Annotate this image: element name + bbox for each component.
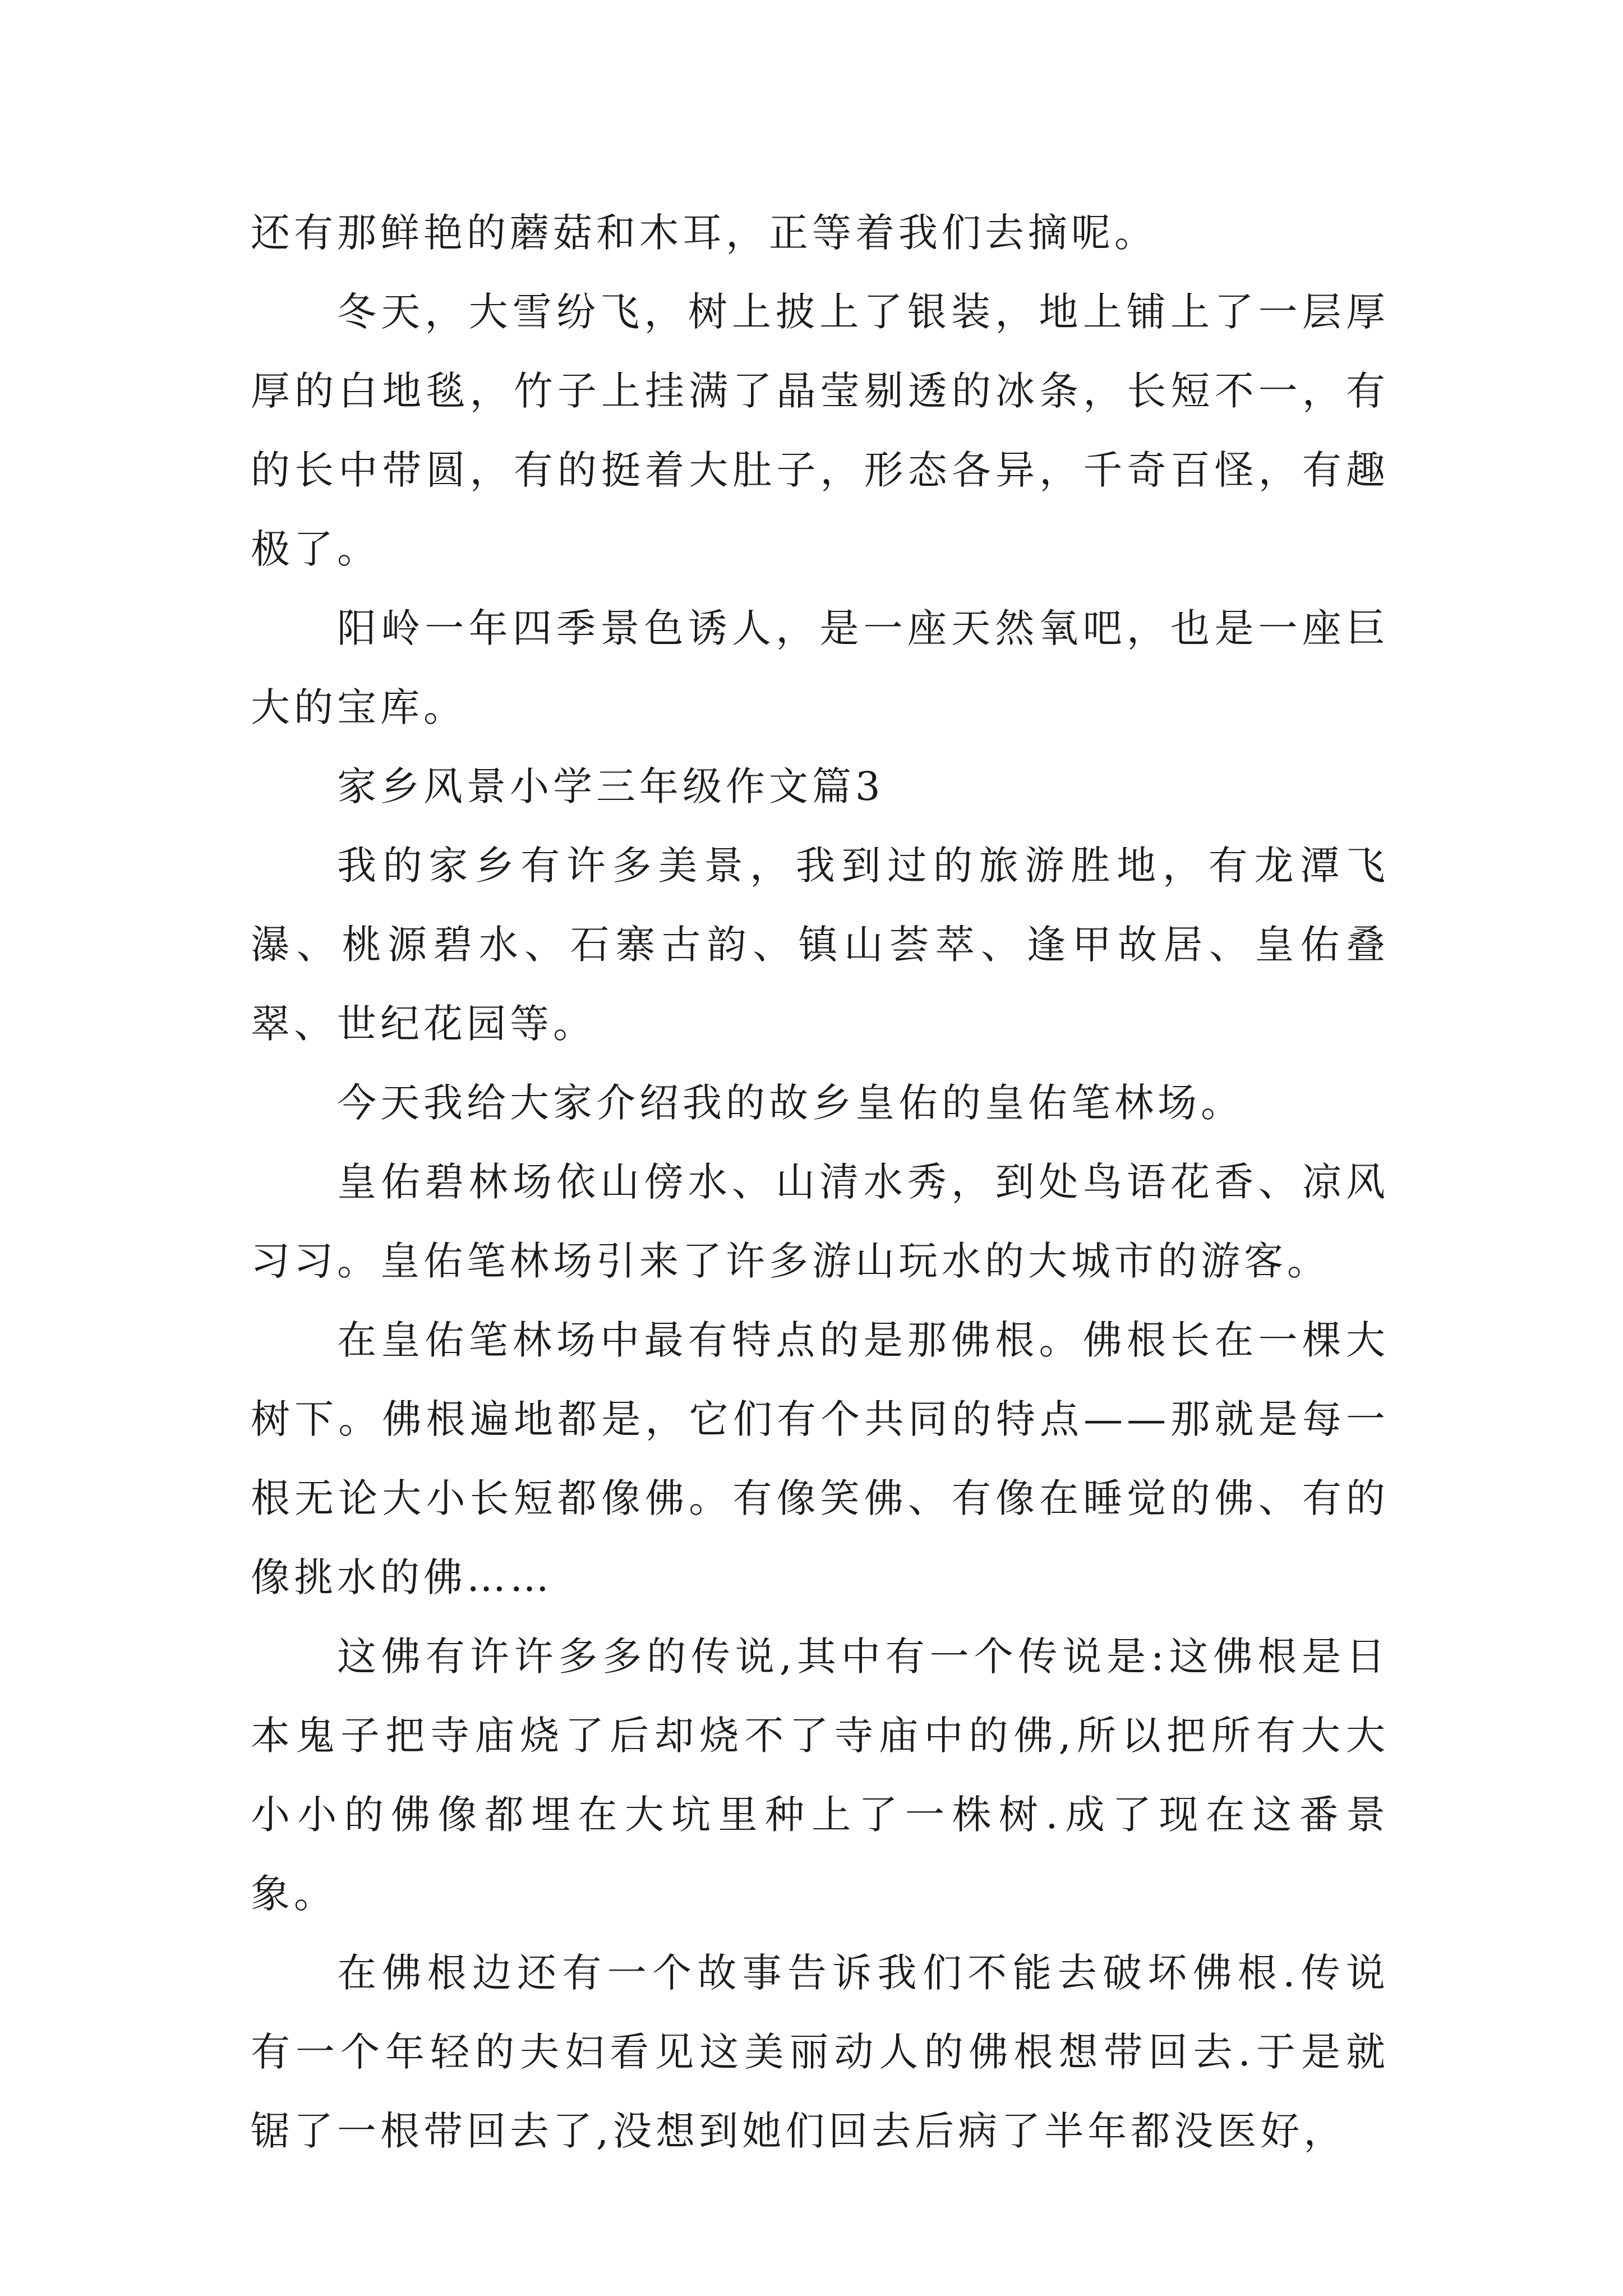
paragraph-mushrooms: 还有那鲜艳的蘑菇和木耳，正等着我们去摘呢。: [251, 210, 1158, 256]
paragraph-hometown-sights: 我的家乡有许多美景，我到过的旅游胜地，有龙潭飞瀑、桃源碧水、石寨古韵、镇山荟萃、逢甲故居、皇佑叠翠、世纪花园等。: [251, 843, 1389, 1047]
paragraph-winter: 冬天，大雪纷飞，树上披上了银装，地上铺上了一层厚厚的白地毯，竹子上挂满了晶莹剔透的冰条，长短不一，有的长中带圆，有的挺着大肚子，形态各异，千奇百怪，有趣极了。: [251, 289, 1389, 572]
paragraph-forest-farm: 皇佑碧林场依山傍水、山清水秀，到处鸟语花香、凉风习习。皇佑笔林场引来了许多游山玩水的大城市的游客。: [251, 1159, 1389, 1284]
paragraph-yangling-summary: 阳岭一年四季景色诱人，是一座天然氧吧，也是一座巨大的宝库。: [251, 605, 1389, 730]
paragraph-introduction: 今天我给大家介绍我的故乡皇佑的皇佑笔林场。: [337, 1080, 1244, 1126]
paragraph-legend: 这佛有许许多多的传说,其中有一个传说是:这佛根是日本鬼子把寺庙烧了后却烧不了寺庙中的佛,所以把所有大大小小的佛像都埋在大坑里种上了一株树.成了现在这番景象。: [251, 1634, 1389, 1917]
document-body: [251, 194, 1389, 2171]
essay-heading: 家乡风景小学三年级作文篇3: [337, 763, 884, 809]
paragraph-story: 在佛根边还有一个故事告诉我们不能去破坏佛根.传说有一个年轻的夫妇看见这美丽动人的佛根想带回去.于是就锯了一根带回去了,没想到她们回去后病了半年都没医好，: [251, 1950, 1389, 2154]
paragraph-buddha-roots: 在皇佑笔林场中最有特点的是那佛根。佛根长在一棵大树下。佛根遍地都是，它们有个共同的特点——那就是每一根无论大小长短都像佛。有像笑佛、有像在睡觉的佛、有的像挑水的佛……: [251, 1317, 1389, 1600]
